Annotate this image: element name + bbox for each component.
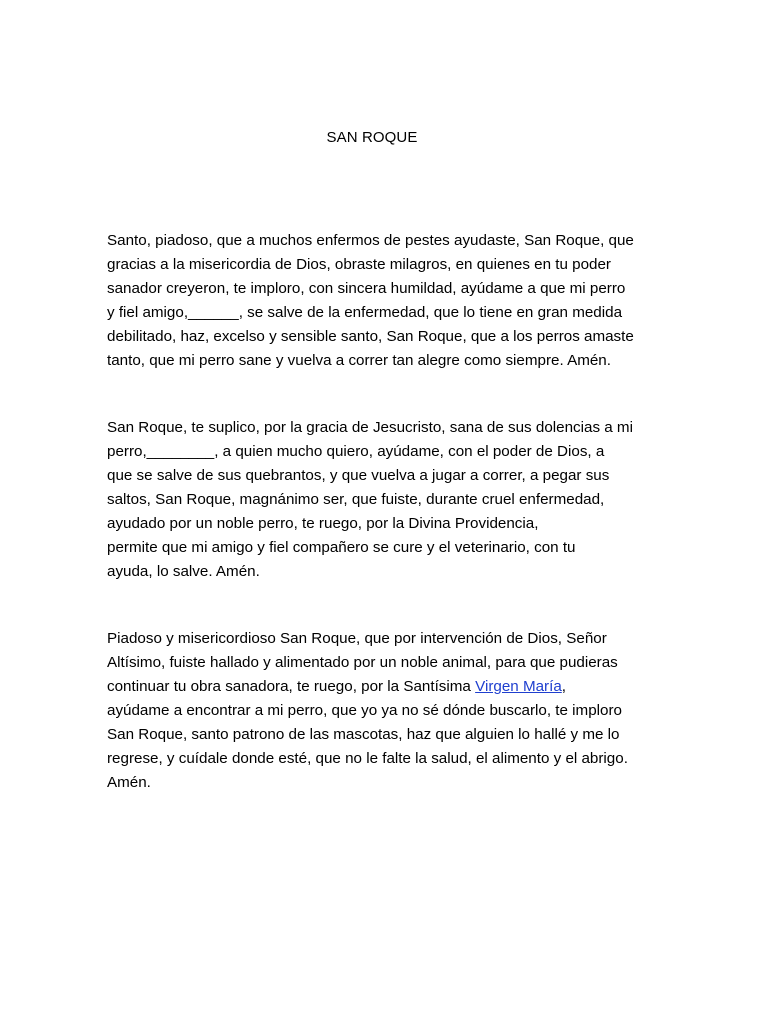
paragraph-line: Altísimo, fuiste hallado y alimentado por un noble animal, para que pudieras (107, 654, 618, 671)
virgen-maria-link[interactable]: Virgen María (475, 678, 562, 695)
paragraph-line: gracias a la misericordia de Dios, obraste milagros, en quienes en tu poder (107, 256, 611, 273)
paragraph-line: San Roque, te suplico, por la gracia de Jesucristo, sana de sus dolencias a mi (107, 419, 633, 436)
paragraph-line: debilitado, haz, excelso y sensible santo, San Roque, que a los perros amaste (107, 328, 634, 345)
paragraph-1 (107, 229, 647, 373)
paragraph-line: regrese, y cuídale donde esté, que no le falte la salud, el alimento y el abrigo. (107, 750, 628, 767)
paragraph-2 (107, 416, 647, 584)
paragraph-line: Santo, piadoso, que a muchos enfermos de pestes ayudaste, San Roque, que (107, 232, 634, 249)
paragraph-line: Piadoso y misericordioso San Roque, que por intervención de Dios, Señor (107, 630, 607, 647)
paragraph-line: ayudado por un noble perro, te ruego, por la Divina Providencia, (107, 515, 539, 532)
paragraph-line: ayuda, lo salve. Amén. (107, 563, 260, 580)
paragraph-line: sanador creyeron, te imploro, con sincera humildad, ayúdame a que mi perro (107, 280, 626, 297)
line-text: , (561, 678, 567, 695)
paragraph-line: permite que mi amigo y fiel compañero se cure y el veterinario, con tu (107, 539, 576, 556)
paragraph-3 (107, 627, 647, 795)
page-title: SAN ROQUE (326, 129, 418, 146)
paragraph-line: Amén. (107, 774, 151, 791)
paragraph-line: y fiel amigo,______, se salve de la enfermedad, que lo tiene en gran medida (107, 304, 623, 321)
paragraph-line: saltos, San Roque, magnánimo ser, que fuiste, durante cruel enfermedad, (107, 491, 605, 508)
paragraph-line: San Roque, santo patrono de las mascotas, haz que alguien lo hallé y me lo (107, 726, 620, 743)
paragraph-line: ayúdame a encontrar a mi perro, que yo ya no sé dónde buscarlo, te imploro (107, 702, 622, 719)
paragraph-line: que se salve de sus quebrantos, y que vuelva a jugar a correr, a pegar sus (107, 467, 610, 484)
paragraph-line: tanto, que mi perro sane y vuelva a correr tan alegre como siempre. Amén. (107, 352, 611, 369)
paragraph-line: perro,________, a quien mucho quiero, ayúdame, con el poder de Dios, a (107, 443, 605, 460)
line-text: continuar tu obra sanadora, te ruego, por la Santísima (107, 678, 476, 695)
paragraph-line-with-link (107, 675, 647, 699)
